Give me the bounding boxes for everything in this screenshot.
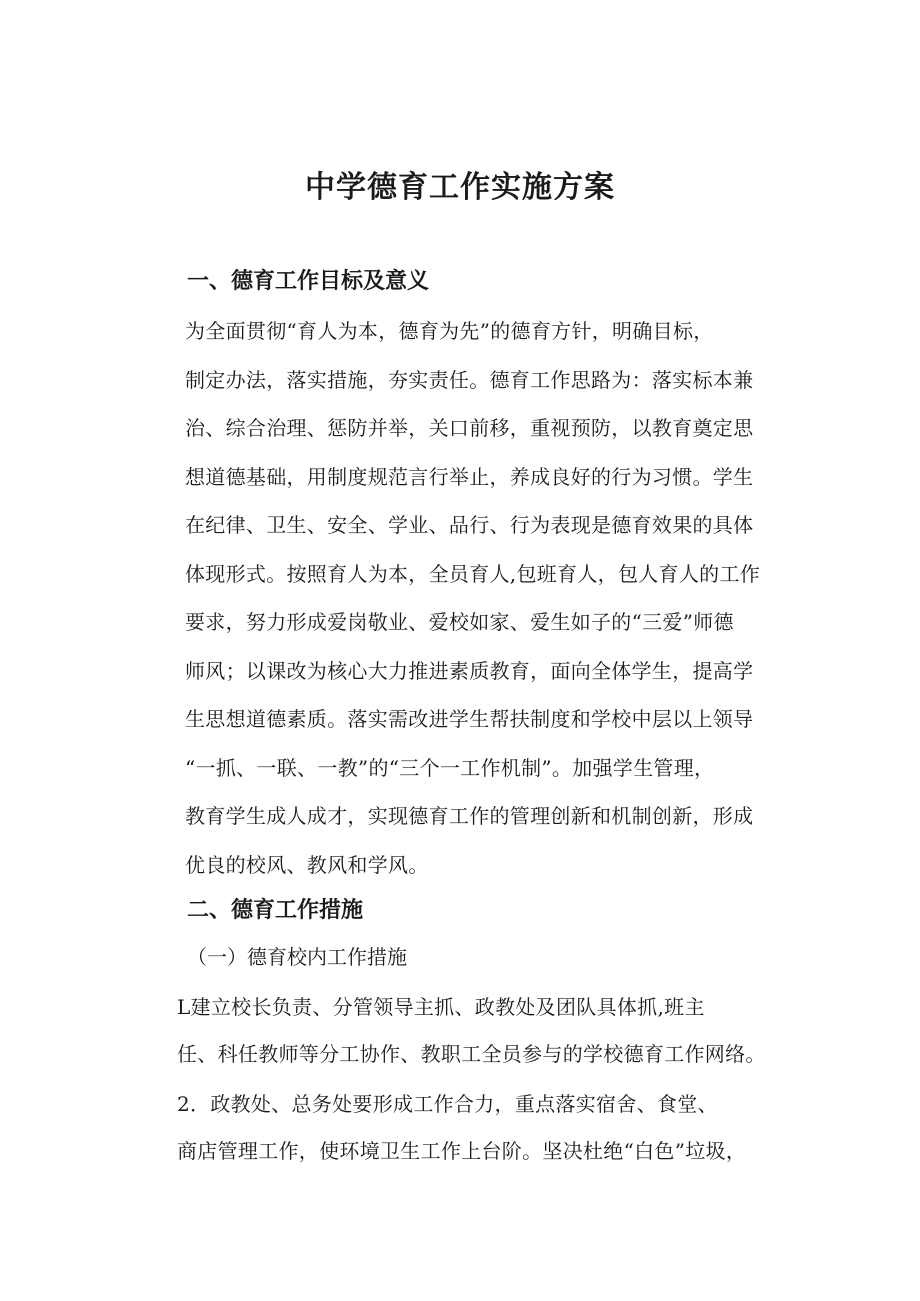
- paragraph-line: 任、科任教师等分工协作、教职工全员参与的学校德育工作网络。: [177, 1042, 766, 1066]
- section-heading-2: 二、德育工作措施: [187, 898, 364, 923]
- paragraph-line: 为全面贯彻“育人为本，德育为先”的德育方针，明确目标，: [185, 319, 714, 343]
- section-1-paragraph: [137, 307, 797, 889]
- document-title: 中学德育工作实施方案: [305, 170, 615, 205]
- paragraph-line: 想道德基础，用制度规范言行举止，养成良好的行为习惯。学生: [185, 464, 754, 489]
- paragraph-line: 要求，努力形成爱岗敬业、爱校如家、爱生如子的“三爱”师德: [185, 610, 734, 634]
- paragraph-line: 师风；以课改为核心大力推进素质教育，面向全体学生，提高学: [185, 658, 754, 683]
- paragraph-line: 生思想道德素质。落实需改进学生帮扶制度和学校中层以上领导: [185, 707, 754, 731]
- paragraph-line: 制定办法，落实措施，夯实责任。德育工作思路为：落实标本兼: [185, 367, 754, 392]
- paragraph-line: 优良的校风、教风和学风。: [185, 852, 429, 877]
- paragraph-line: 教育学生成人成才，实现德育工作的管理创新和机制创新，形成: [185, 804, 754, 828]
- paragraph-line: L建立校长负责、分管领导主抓、政教处及团队具体抓,班主: [177, 995, 705, 1019]
- measure-item-2: [137, 1081, 797, 1175]
- paragraph-line: 商店管理工作，使环境卫生工作上台阶。坚决杜绝“白色”垃圾，: [177, 1139, 747, 1163]
- paragraph-line: 体现形式。按照育人为本，全员育人,包班育人，包人育人的工作: [185, 561, 761, 586]
- paragraph-line: 2．政教处、总务处要形成工作合力，重点落实宿舍、食堂、: [177, 1092, 718, 1116]
- subsection-heading: （一）德育校内工作措施: [187, 945, 407, 969]
- paragraph-line: 治、综合治理、惩防并举，关口前移，重视预防，以教育奠定思: [185, 416, 754, 440]
- section-heading-1: 一、德育工作目标及意义: [187, 269, 430, 294]
- paragraph-line: “一抓、一联、一教”的“三个一工作机制”。加强学生管理，: [185, 755, 715, 780]
- measure-item-1: [137, 984, 797, 1078]
- paragraph-line: 在纪律、卫生、安全、学业、品行、行为表现是德育效果的具体: [185, 513, 754, 537]
